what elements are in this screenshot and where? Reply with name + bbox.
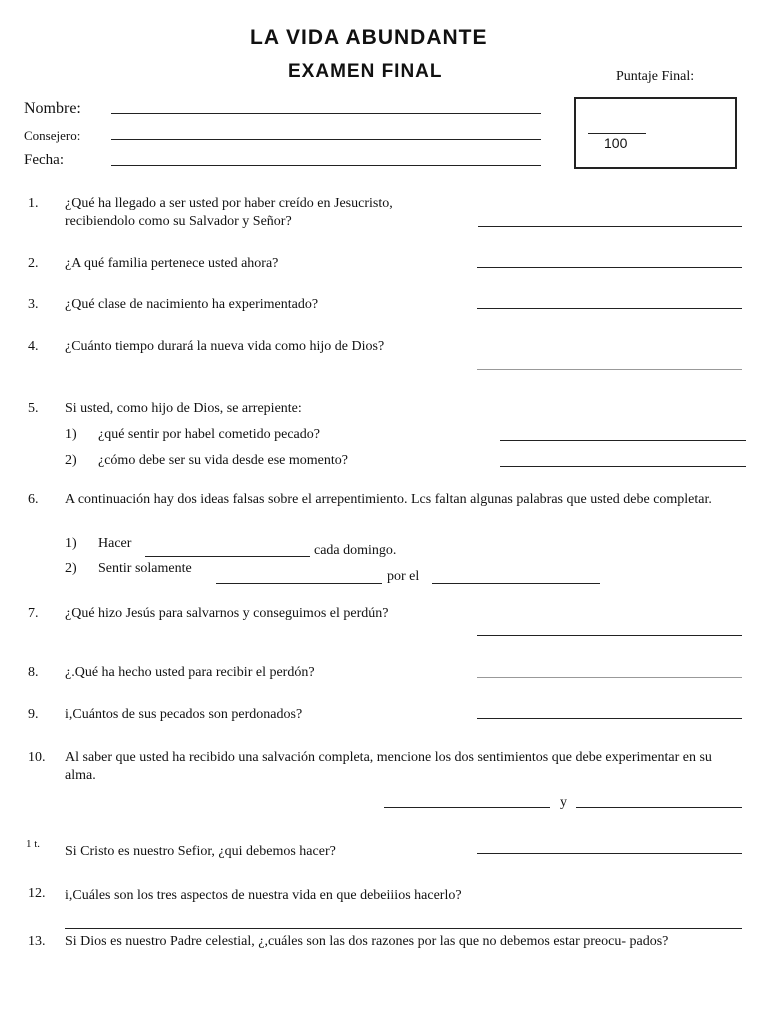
question-number: 6. <box>28 492 39 507</box>
subquestion-number: 1) <box>65 427 77 442</box>
answer-line[interactable] <box>65 928 742 929</box>
question-number: 12. <box>28 886 46 901</box>
page-subtitle: EXAMEN FINAL <box>288 61 443 82</box>
question-number: 13. <box>28 934 46 949</box>
question-text: ¿A qué familia pertenece usted ahora? <box>65 256 279 271</box>
question-text: i,Cuántos de sus pecados son perdonados? <box>65 707 303 722</box>
fill-in-middle: por el <box>387 569 420 584</box>
question-text: Si Cristo es nuestro Sefior, ¿qui debemos hacer? <box>65 844 336 859</box>
question-text: i,Cuáles son los tres aspectos de nuestra vida en que debeiiios hacerlo? <box>65 888 462 903</box>
answer-line[interactable] <box>477 635 742 636</box>
question-number: 4. <box>28 339 39 354</box>
answer-line[interactable] <box>576 807 742 808</box>
answer-line[interactable] <box>477 853 742 854</box>
question-number: 5. <box>28 401 39 416</box>
counselor-label: Consejero: <box>24 128 81 143</box>
answer-line[interactable] <box>478 226 742 227</box>
question-number: 8. <box>28 665 39 680</box>
subquestion-text: ¿cómo debe ser su vida desde ese momento? <box>98 453 348 468</box>
subquestion-number: 2) <box>65 561 77 576</box>
question-number: 7. <box>28 606 39 621</box>
answer-line[interactable] <box>477 308 742 309</box>
question-text: Si usted, como hijo de Dios, se arrepiente: <box>65 401 302 416</box>
question-text: A continuación hay dos ideas falsas sobre el arrepentimiento. Lcs faltan algunas palabras que usted debe completar. <box>65 492 712 507</box>
fill-in-blank[interactable] <box>432 583 600 584</box>
answer-line[interactable] <box>500 440 746 441</box>
fill-in-blank[interactable] <box>216 583 382 584</box>
answer-line[interactable] <box>477 718 742 719</box>
answer-line[interactable] <box>477 677 742 678</box>
score-label: Puntaje Final: <box>616 69 695 84</box>
question-text: ¿Qué hizo Jesús para salvarnos y conseguimos el perdún? <box>65 606 389 621</box>
date-label: Fecha: <box>24 152 64 168</box>
fill-in-prefix: Sentir solamente <box>98 561 192 576</box>
fill-in-suffix: cada domingo. <box>314 543 397 558</box>
question-number: 9. <box>28 707 39 722</box>
name-field[interactable] <box>111 113 541 114</box>
answer-line[interactable] <box>477 267 742 268</box>
answer-line[interactable] <box>477 369 742 370</box>
question-text: Al saber que usted ha recibido una salvación completa, mencione los dos sentimientos que debe experimentar en su alma. <box>65 750 712 783</box>
fill-in-blank[interactable] <box>145 556 310 557</box>
subquestion-text: ¿qué sentir por habel cometido pecado? <box>98 427 320 442</box>
question-number: 1. <box>28 196 39 211</box>
question-text: ¿.Qué ha hecho usted para recibir el perdón? <box>65 665 315 680</box>
answer-line[interactable] <box>384 807 550 808</box>
question-number: 2. <box>28 256 39 271</box>
counselor-field[interactable] <box>111 139 541 140</box>
score-total: 100 <box>604 135 628 151</box>
question-number: 10. <box>28 750 46 765</box>
date-field[interactable] <box>111 165 541 166</box>
question-text: ¿Qué ha llegado a ser usted por haber creído en Jesucristo, recibiendolo como su Salvador y Señor? <box>65 196 393 229</box>
score-blank[interactable] <box>588 133 646 134</box>
question-number: 1 t. <box>26 838 41 850</box>
conjunction-text: y <box>560 795 567 810</box>
name-label: Nombre: <box>24 100 81 117</box>
page-title: LA VIDA ABUNDANTE <box>250 26 488 49</box>
question-text: Si Dios es nuestro Padre celestial, ¿,cuáles son las dos razones por las que no debemos estar preocu- pados? <box>65 934 669 949</box>
question-text: ¿Cuánto tiempo durará la nueva vida como hijo de Dios? <box>65 339 385 354</box>
subquestion-number: 2) <box>65 453 77 468</box>
question-number: 3. <box>28 297 39 312</box>
fill-in-prefix: Hacer <box>98 536 132 551</box>
question-text: ¿Qué clase de nacimiento ha experimentado? <box>65 297 319 312</box>
answer-line[interactable] <box>500 466 746 467</box>
subquestion-number: 1) <box>65 536 77 551</box>
